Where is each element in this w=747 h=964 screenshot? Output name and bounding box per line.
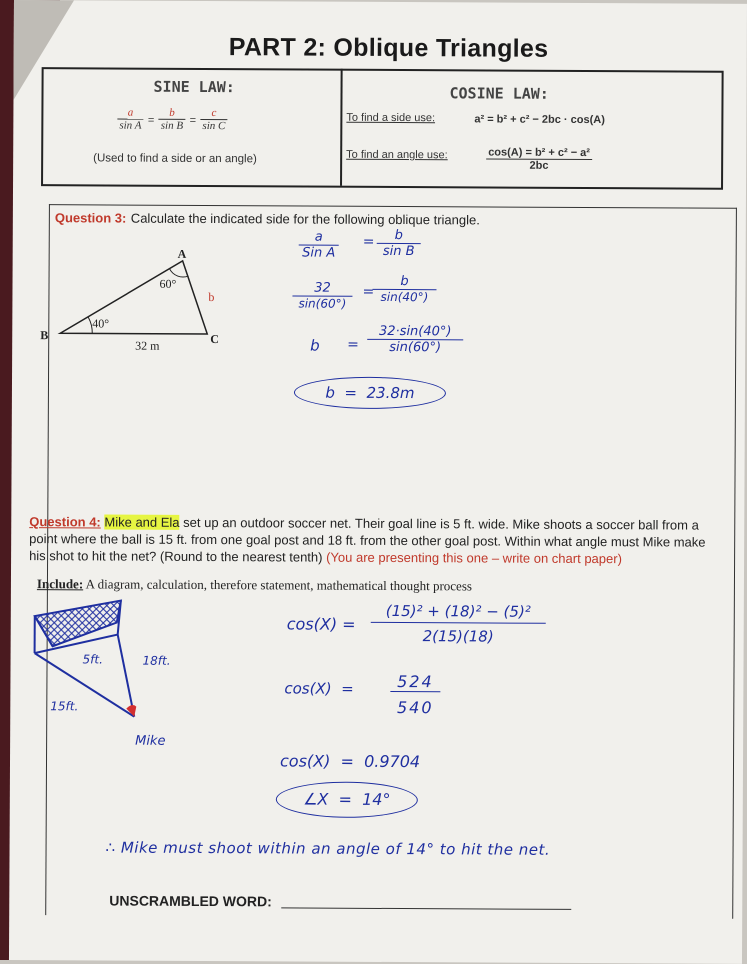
q3-l3-lhs: b xyxy=(310,337,320,355)
page-title: PART 2: Oblique Triangles xyxy=(229,33,549,64)
side-18 xyxy=(117,635,134,717)
worksheet-paper xyxy=(9,0,747,964)
q4-include xyxy=(37,576,472,594)
q3-triangle-diagram xyxy=(32,245,233,361)
sine-term-a: $\frac{a}{\text{sin A}}$ xyxy=(117,107,143,132)
q3-l1-eq: = xyxy=(363,234,375,250)
q4-include-label: Include: xyxy=(37,576,83,591)
q3-answer: b = 23.8m xyxy=(294,376,446,409)
sine-term-b: $\frac{b}{\text{sin B}}$ xyxy=(159,107,185,132)
sine-law-formula: $\frac{a}{\text{sin A}}$ = $\frac{b}{\text{sin B}}$ = $\frac{c}{\text{sin C}}$ xyxy=(117,107,227,133)
q4-text-block xyxy=(29,513,725,568)
q4-l1-frac: (15)² + (18)² − (5)² 2(15)(18) xyxy=(371,602,546,646)
q3-l1-left: a Sin A xyxy=(299,229,339,260)
q3-l1-right: b sin B xyxy=(377,228,421,259)
q3-l3-eq: = xyxy=(347,337,359,353)
q4-l3: cos(X) = 0.9704 xyxy=(280,751,420,771)
angle-a-value: 60° xyxy=(159,277,176,291)
q3-header xyxy=(55,209,480,229)
q4-goal-diagram xyxy=(22,598,203,759)
vertex-b-label: B xyxy=(40,328,48,342)
right-distance-label: 18ft. xyxy=(143,654,171,668)
side-b-label: b xyxy=(208,290,214,304)
triangle-shape xyxy=(60,260,207,334)
cosine-angle-numerator: cos(A) = b² + c² − a² xyxy=(486,146,592,160)
cosine-side-formula: a² = b² + c² − 2bc · cos(A) xyxy=(474,113,605,126)
q4-l1-lhs: cos(X) = xyxy=(287,614,356,633)
q4-highlight: Mike and Ela xyxy=(104,514,179,529)
q3-l2-left: 32 sin(60°) xyxy=(292,280,352,310)
q3-l2-right: b sin(40°) xyxy=(372,274,436,304)
q3-l2-eq: = xyxy=(362,284,374,300)
cosine-side-label: To find a side use: xyxy=(346,112,435,124)
cosine-angle-label: To find an angle use: xyxy=(346,149,448,162)
vertex-c-label: C xyxy=(210,332,219,346)
q4-l2-lhs: cos(X) = xyxy=(284,679,353,697)
q3-text: Calculate the indicated side for the following oblique triangle. xyxy=(131,211,480,228)
cosine-law-heading: COSINE LAW: xyxy=(449,84,548,103)
left-distance-label: 15ft. xyxy=(50,699,78,713)
sine-term-c: $\frac{c}{\text{sin C}}$ xyxy=(200,107,227,132)
cosine-angle-denominator: 2bc xyxy=(486,159,592,172)
side-c-label: 32 m xyxy=(135,339,160,353)
q4-therefore-statement: ∴ Mike must shoot within an angle of 14° to hit the net. xyxy=(106,838,551,858)
q4-l2-frac: 524 540 xyxy=(390,672,440,717)
player-label: Mike xyxy=(135,734,165,749)
q3-label: Question 3: xyxy=(55,210,127,225)
unscrambled-word-label: UNSCRAMBLED WORD: xyxy=(109,893,272,910)
q4-text: set up an outdoor soccer net. Their goal line is 5 ft. wide. Mike shoots a soccer ball from a point where the ball is 15 ft. from one goal post and 18 ft. from the other goal post. Within what angle must Mike make his shot to hit the net? (Round to the nearest tenth) xyxy=(29,515,706,565)
angle-b-value: 40° xyxy=(92,316,109,330)
q4-answer: ∠X = 14° xyxy=(276,781,418,818)
goal-width-label: 5ft. xyxy=(83,652,103,666)
vertex-a-label: A xyxy=(178,247,187,261)
cosine-angle-formula xyxy=(486,146,592,172)
q4-label: Question 4: xyxy=(29,514,101,529)
sine-law-note: (Used to find a side or an angle) xyxy=(93,152,257,165)
q3-l3-frac: 32·sin(40°) sin(60°) xyxy=(367,324,463,356)
q4-text-red: (You are presenting this one – write on chart paper) xyxy=(326,550,622,567)
sine-law-heading: SINE LAW: xyxy=(154,78,235,96)
q4-include-text: A diagram, calculation, therefore statement, mathematical thought process xyxy=(83,576,472,593)
